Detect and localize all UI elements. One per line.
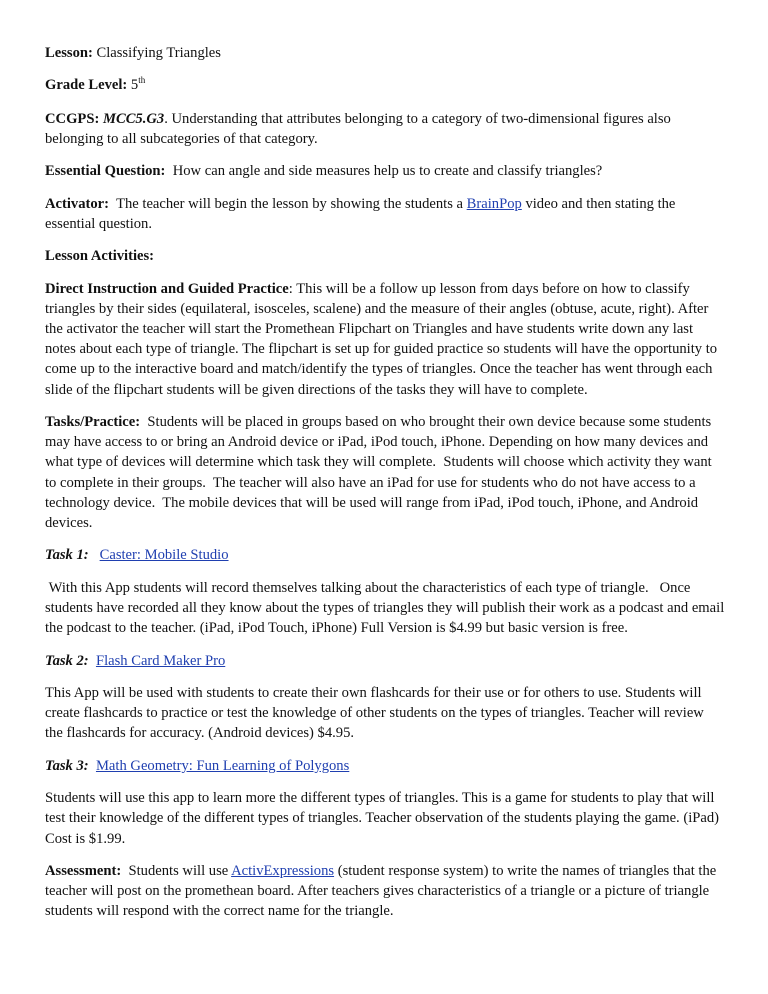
math-geometry-link[interactable]: Math Geometry: Fun Learning of Polygons bbox=[95, 757, 350, 774]
caster-mobile-studio-link[interactable]: Caster: Mobile Studio bbox=[99, 547, 229, 564]
direct-instruction-paragraph bbox=[45, 279, 725, 400]
essential-question-paragraph bbox=[45, 161, 725, 181]
lesson-activities-heading bbox=[45, 246, 725, 266]
assessment-text-after: (student response system) to write the names of triangles that the teacher will post on the promethean board. After teachers gives characteristics of a triangle or a picture of triangle students will respond with the correct name for the triangle. bbox=[45, 862, 717, 920]
ccgps-text: . Understanding that attributes belonging to a category of two-dimensional figures also belonging to all subcategories of that category. bbox=[45, 110, 671, 147]
grade-line bbox=[45, 75, 725, 95]
essential-question-text: How can angle and side measures help us to create and classify triangles? bbox=[165, 163, 603, 180]
task3-description: Students will use this app to learn more the different types of triangles. This is a game for students to play that will test their knowledge of the different types of triangles. Teacher observation of the students playing the game. (iPad) Cost is $1.99. bbox=[45, 790, 720, 847]
brainpop-link[interactable]: BrainPop bbox=[466, 195, 522, 212]
direct-instruction-text: : This will be a follow up lesson from days before on how to classify triangles by their sides (equilateral, isosceles, scalene) and the measure of their angles (obtuse, acute, right). After the activator the teacher will start the Promethean Flipchart on Triangles and have students write down any last notes about each type of triangle. The flipchart is set up for guided practice so students will have the opportunity to come up to the interactive board and match/identify the types of triangles. Once the teacher has went through each slide of the flipchart students will be given directions of the tasks they will have to complete. bbox=[45, 280, 718, 398]
task3-label: Task 3: bbox=[45, 757, 89, 774]
task2-description: This App will be used with students to create their own flashcards for their use or for others to use. Students will create flashcards to practice or test the knowledge of other students on the types of triangles. Teacher will review the flashcards for accuracy. (Android devices) $4.95. bbox=[45, 684, 704, 742]
essential-question-label: Essential Question: bbox=[45, 163, 166, 180]
activator-paragraph bbox=[45, 194, 725, 234]
task2-label: Task 2: bbox=[45, 652, 89, 669]
task1-heading bbox=[45, 545, 725, 565]
task1-description: With this App students will record themselves talking about the characteristics of each type of triangle. Once students have recorded all they know about the types of triangles they will publish their work as a podcast and email the podcast to the teacher. (iPad, iPod Touch, iPhone) Full Version is $4.99 but basic version is free. bbox=[45, 579, 728, 637]
activator-label: Activator: bbox=[45, 195, 110, 212]
lesson-line bbox=[45, 43, 725, 63]
ccgps-label: CCGPS: bbox=[45, 110, 100, 127]
assessment-label: Assessment: bbox=[45, 862, 122, 879]
task1-label: Task 1: bbox=[45, 547, 89, 564]
grade-superscript: th bbox=[138, 75, 146, 86]
lesson-value: Classifying Triangles bbox=[92, 45, 221, 61]
activexpressions-link[interactable]: ActivExpressions bbox=[231, 862, 335, 879]
flash-card-maker-pro-link[interactable]: Flash Card Maker Pro bbox=[95, 652, 226, 669]
task2-heading bbox=[45, 651, 725, 671]
task3-heading bbox=[45, 756, 725, 776]
lesson-plan-document bbox=[45, 43, 728, 934]
activator-text-after: video and then stating the essential question. bbox=[45, 195, 676, 232]
grade-value: 5 bbox=[127, 77, 139, 94]
tasks-practice-text: Students will be placed in groups based on who brought their own device because some students may have access to or bring an Android device or iPad, iPod touch, iPhone. Depending on how many devices and what type of devices will determine which task they will complete. Students will choose which activity they want to complete in their groups. The teacher will also have an iPad for use for students who do not have access to a technology device. The mobile devices that will be used will range from iPad, iPod touch, iPhone, and Android devices. bbox=[45, 413, 716, 531]
lesson-label: Lesson: bbox=[45, 45, 93, 61]
assessment-text-before: Students will use bbox=[121, 862, 232, 879]
tasks-practice-label: Tasks/Practice: bbox=[45, 413, 141, 430]
grade-label: Grade Level: bbox=[45, 77, 128, 94]
ccgps-paragraph bbox=[45, 109, 725, 149]
ccgps-code: MCC5.G3 bbox=[102, 110, 165, 127]
tasks-practice-paragraph bbox=[45, 412, 725, 533]
assessment-paragraph bbox=[45, 861, 725, 922]
activator-text-before: The teacher will begin the lesson by showing the students a bbox=[109, 195, 467, 212]
lesson-activities-label: Lesson Activities: bbox=[45, 248, 155, 265]
direct-instruction-label: Direct Instruction and Guided Practice bbox=[45, 280, 289, 297]
